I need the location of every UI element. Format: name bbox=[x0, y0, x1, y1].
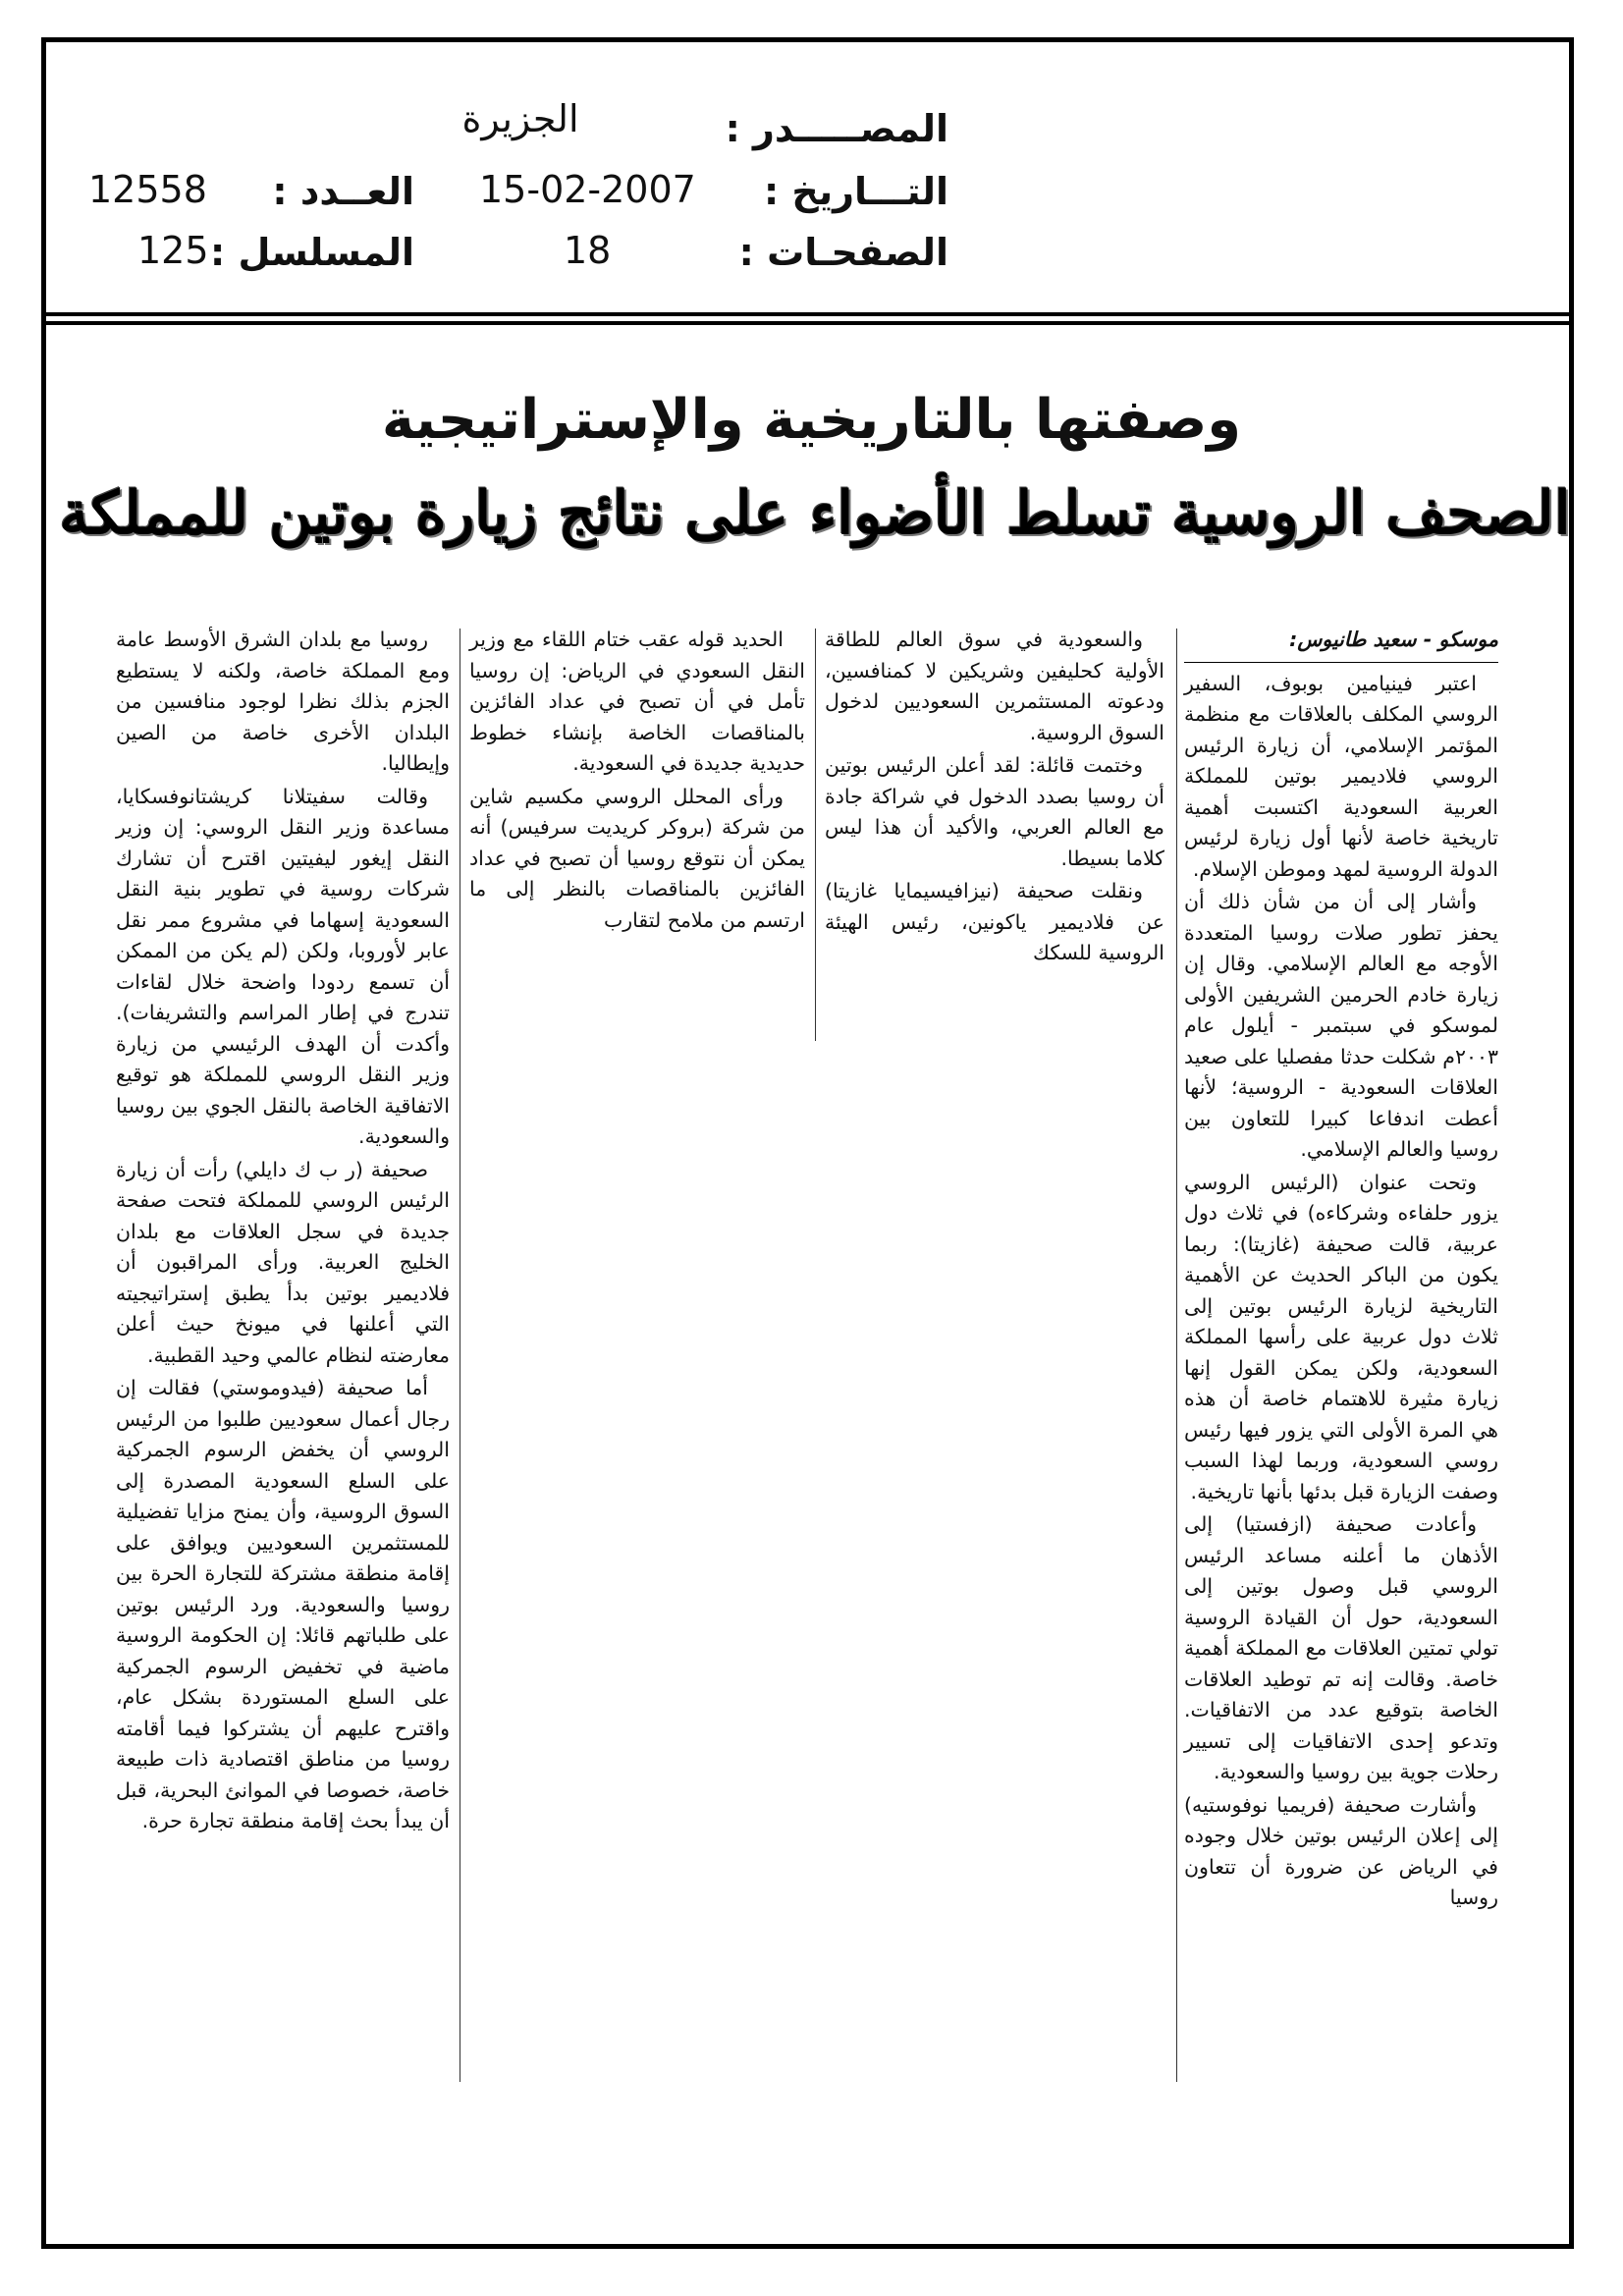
paragraph: الحديد قوله عقب ختام اللقاء مع وزير النقل السعودي في الرياض: إن روسيا تأمل في أن تصبح في عداد الفائزين بالمناقصات الخاصة بإنشاء خطوط حديدية جديدة في السعودية. bbox=[469, 628, 805, 775]
pages-value: 18 bbox=[564, 229, 612, 272]
paragraph: أما صحيفة (فيدوموستي) فقالت إن رجال أعمال سعوديين طلبوا من الرئيس الروسي أن يخفض الرسوم الجمركية على السلع السعودية المصدرة إلى السوق الروسية، وأن يمنح مزايا تفضيلية للمستثمرين السعوديين ويوافق على إقامة منطقة مشتركة للتجارة الحرة بين روسيا والسعودية. ورد الرئيس بوتين على طلباتهم قائلا: إن الحكومة الروسية ماضية في تخفيض الرسوم الجمركية على السلع المستوردة بشكل عام، واقترح عليهم أن يشتركوا فيما أقامته روسيا من مناطق اقتصادية ذات طبيعة خاصة، خصوصا في الموانئ البحرية، قبل أن يبدأ بحث إقامة منطقة تجارة حرة. bbox=[116, 1376, 450, 1832]
source-label: المصـــــدر : bbox=[725, 107, 948, 150]
paragraph: وتحت عنوان (الرئيس الروسي يزور حلفاءه وشركاءه) في ثلاث دول عربية، قالت صحيفة (غازيتا): ربما يكون من الباكر الحديث عن الأهمية التاريخية لزيارة الرئيس بوتين إلى ثلاث دول عربية على رأسها المملكة السعودية، ولكن يمكن القول إنها زيارة مثيرة للاهتمام خاصة أن هذه هي المرة الأولى التي يزور فيها رئيس روسي السعودية، وربما لهذا السبب وصفت الزيارة قبل بدئها بأنها تاريخية. bbox=[1184, 1170, 1498, 1503]
article-column-2 bbox=[825, 625, 1164, 971]
paragraph: روسيا مع بلدان الشرق الأوسط عامة ومع المملكة خاصة، ولكنه لا يستطيع الجزم بذلك نظرا لوجود منافسين من البلدان الأخرى خاصة من الصين وإيطاليا. bbox=[116, 628, 450, 775]
article-column-1 bbox=[1184, 625, 1498, 1916]
issue-value: 12558 bbox=[88, 168, 207, 211]
pages-label: الصفحـات : bbox=[738, 231, 948, 274]
paragraph: وقالت سفيتلانا كريشتانوفسكايا، مساعدة وزير النقل الروسي: إن وزير النقل إيغور ليفيتين اقترح أن تشارك شركات روسية في تطوير بنية النقل السعودية إسهاما في مشروع ممر نقل عابر لأوروبا، ولكن (لم يكن من الممكن أن تسمع ردودا واضحة خلال لقاءات تندرج في إطار المراسم والتشريفات). وأكدت أن الهدف الرئيسي من زيارة وزير النقل الروسي للمملكة هو توقيع الاتفاقية الخاصة بالنقل الجوي بين روسيا والسعودية. bbox=[116, 784, 450, 1148]
paragraph: وأشارت صحيفة (فريميا نوفوستيه) إلى إعلان الرئيس بوتين خلال وجوده في الرياض عن ضرورة أن تتعاون روسيا bbox=[1184, 1792, 1498, 1909]
article-column-3 bbox=[469, 625, 805, 938]
article-title: الصحف الروسية تسلط الأضواء على نتائج زيارة بوتين للمملكة bbox=[59, 479, 1571, 548]
serial-value: 125 bbox=[137, 229, 209, 272]
header-divider-2 bbox=[41, 321, 1574, 325]
source-value: الجزيرة bbox=[461, 97, 579, 140]
article-byline: موسكو - سعيد طانيوس: bbox=[1184, 625, 1498, 663]
header-divider bbox=[41, 312, 1574, 316]
column-divider bbox=[815, 629, 816, 1041]
paragraph: وأشار إلى أن من شأن ذلك أن يحفز تطور صلات روسيا المتعددة الأوجه مع العالم الإسلامي. وقال إن زيارة خادم الحرمين الشريفين الأولى لموسكو في سبتمبر - أيلول عام ٢٠٠٣م شكلت حدثا مفصليا على صعيد العلاقات السعودية - الروسية؛ لأنها أعطت اندفاعا كبيرا للتعاون بين روسيا والعالم الإسلامي. bbox=[1184, 890, 1498, 1161]
paragraph: صحيفة (ر ب ك دايلي) رأت أن زيارة الرئيس الروسي للمملكة فتحت صفحة جديدة في سجل العلاقات مع بلدان الخليج العربية. ورأى المراقبون أن فلاديمير بوتين بدأ يطبق إستراتيجيته التي أعلنها في ميونخ حيث أعلن معارضته لنظام عالمي وحيد القطبية. bbox=[116, 1157, 450, 1367]
serial-label: المسلسل : bbox=[210, 231, 414, 274]
paragraph: والسعودية في سوق العالم للطاقة الأولية كحليفين وشريكين لا كمنافسين، ودعوته المستثمرين السعوديين لدخول السوق الروسية. bbox=[825, 628, 1164, 744]
date-label: التـــاريخ : bbox=[764, 170, 948, 213]
date-value: 15-02-2007 bbox=[479, 168, 696, 211]
paragraph: ورأى المحلل الروسي مكسيم شاين من شركة (بروكر كريديت سرفيس) أنه يمكن أن نتوقع روسيا أن تصبح في عداد الفائزين بالمناقصات بالنظر إلى ما ارتسم من ملامح لتقارب bbox=[469, 784, 805, 932]
issue-label: العــدد : bbox=[272, 170, 414, 213]
paragraph: وختمت قائلة: لقد أعلن الرئيس بوتين أن روسيا بصدد الدخول في شراكة جادة مع العالم العربي، والأكيد أن هذا ليس كلاما بسيطا. bbox=[825, 753, 1164, 870]
paragraph: وأعادت صحيفة (ازفستيا) إلى الأذهان ما أعلنه مساعد الرئيس الروسي قبل وصول بوتين إلى السعودية، حول أن القيادة الروسية تولي تمتين العلاقات مع المملكة أهمية خاصة. وقالت إنه تم توطيد العلاقات الخاصة بتوقيع عدد من الاتفاقيات. وتدعو إحدى الاتفاقيات إلى تسيير رحلات جوية بين روسيا والسعودية. bbox=[1184, 1512, 1498, 1783]
article-kicker: وصفتها بالتاريخية والإستراتيجية bbox=[381, 388, 1242, 452]
column-divider bbox=[1176, 629, 1177, 2082]
article-column-4 bbox=[116, 625, 450, 1839]
paragraph: اعتبر فينيامين بوبوف، السفير الروسي المكلف بالعلاقات مع منظمة المؤتمر الإسلامي، أن زيارة الرئيس الروسي فلاديمير بوتين للمملكة العربية السعودية اكتسبت أهمية تاريخية خاصة لأنها أول زيارة لرئيس الدولة الروسية لمهد وموطن الإسلام. bbox=[1184, 671, 1498, 881]
paragraph: ونقلت صحيفة (نيزافيسيمايا غازيتا) عن فلاديمير ياكونين، رئيس الهيئة الروسية للسكك bbox=[825, 879, 1164, 964]
